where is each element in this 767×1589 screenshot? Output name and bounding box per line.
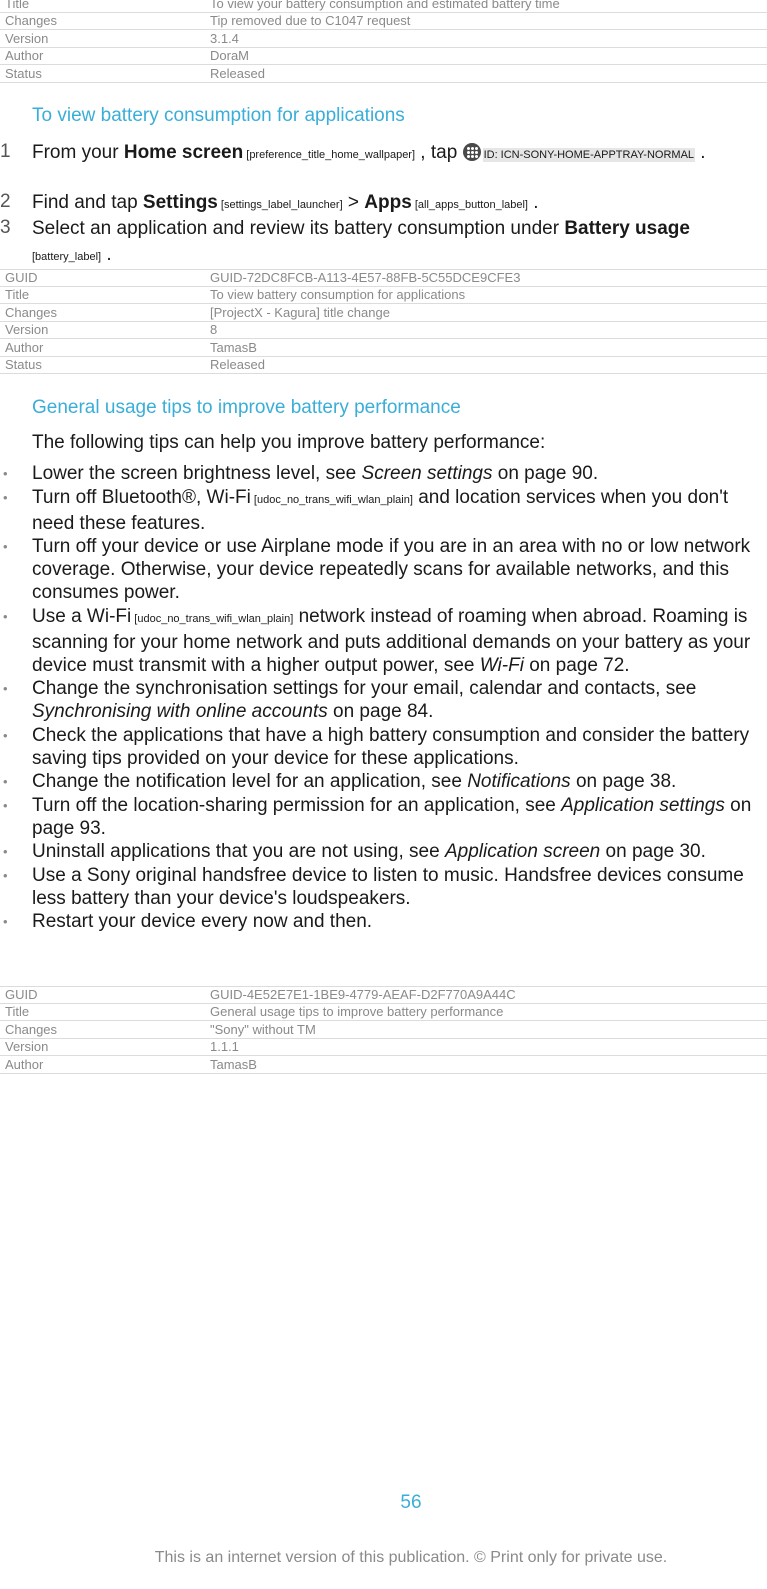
table-row bbox=[0, 269, 767, 287]
table-row bbox=[0, 1004, 767, 1022]
step-text: Find and tap bbox=[32, 192, 143, 213]
string-id-tag: [udoc_no_trans_wifi_wlan_plain] bbox=[250, 493, 413, 506]
table-row bbox=[0, 48, 767, 66]
bullet-marker: • bbox=[3, 608, 8, 624]
apps-label: Apps bbox=[364, 192, 412, 213]
cross-reference-link[interactable]: Notifications bbox=[467, 771, 571, 792]
step-1 bbox=[32, 140, 762, 168]
table-row bbox=[0, 304, 767, 322]
metadata-table-3 bbox=[0, 986, 767, 1074]
section-heading-battery-consumption: To view battery consumption for applications bbox=[32, 105, 405, 126]
string-id-tag: [battery_label] bbox=[32, 251, 102, 263]
bullet-marker: • bbox=[3, 681, 8, 696]
tips-list bbox=[0, 462, 767, 934]
app-tray-icon bbox=[463, 143, 481, 161]
table-value: TamasB bbox=[210, 1056, 257, 1072]
list-item bbox=[0, 910, 767, 933]
bullet-marker: • bbox=[3, 867, 8, 883]
tip-text: and location services when you don't need these features. bbox=[32, 486, 729, 534]
tip-text: on page 90. bbox=[492, 463, 599, 484]
table-key: Author bbox=[5, 1056, 44, 1072]
table-key: Version bbox=[5, 1039, 49, 1055]
tip-text: on page 30. bbox=[600, 841, 706, 862]
bullet-marker: • bbox=[3, 466, 8, 481]
table-row bbox=[0, 13, 767, 31]
string-id-tag: [preference_title_home_wallpaper] bbox=[243, 149, 416, 161]
table-key: Title bbox=[5, 0, 30, 12]
table-key: GUID bbox=[5, 270, 38, 286]
tip-text: Change the synchronisation settings for your email, calendar and contacts, see bbox=[32, 678, 697, 699]
table-value: Released bbox=[210, 357, 265, 373]
table-key: Status bbox=[5, 65, 42, 81]
tip-text: Check the applications that have a high battery consumption and consider the battery saving tips provided on your device for these applications. bbox=[32, 724, 750, 769]
list-item bbox=[0, 462, 767, 485]
table-key: Status bbox=[5, 357, 42, 373]
cross-reference-link[interactable]: Wi-Fi bbox=[479, 654, 524, 676]
tip-text: network instead of roaming when abroad. Roaming is scanning for your home network and puts additional demands on your battery as your device must transmit with a higher output power, see bbox=[32, 605, 751, 676]
table-value: TamasB bbox=[210, 339, 257, 355]
table-value: GUID-72DC8FCB-A113-4E57-88FB-5C55DCE9CFE3 bbox=[210, 270, 521, 286]
cross-reference-link[interactable]: Application settings bbox=[561, 794, 725, 816]
table-key: Version bbox=[5, 30, 49, 46]
table-key: Changes bbox=[5, 1021, 58, 1037]
table-value: DoraM bbox=[210, 48, 250, 64]
list-item bbox=[0, 605, 767, 677]
table-key: Changes bbox=[5, 13, 58, 29]
cross-reference-link[interactable]: Synchronising with online accounts bbox=[32, 701, 328, 722]
table-row bbox=[0, 65, 767, 83]
bullet-marker: • bbox=[3, 489, 8, 505]
footer-notice: This is an internet version of this publication. © Print only for private use. bbox=[154, 1549, 668, 1566]
table-value: [ProjectX - Kagura] title change bbox=[210, 304, 390, 320]
table-key: Title bbox=[5, 1004, 30, 1020]
table-value: GUID-4E52E7E1-1BE9-4779-AEAF-D2F770A9A44C bbox=[210, 987, 516, 1003]
list-item bbox=[0, 724, 767, 770]
bullet-marker: • bbox=[3, 914, 8, 929]
tip-text: on page 38. bbox=[570, 771, 677, 792]
table-value: Released bbox=[210, 65, 265, 81]
table-key: Title bbox=[5, 287, 30, 303]
section-heading-usage-tips: General usage tips to improve battery performance bbox=[32, 397, 461, 418]
step-number: 3 bbox=[0, 217, 11, 238]
table-value: "Sony" without TM bbox=[210, 1021, 316, 1037]
settings-label: Settings bbox=[142, 192, 218, 213]
page-number: 56 bbox=[400, 1492, 422, 1513]
table-row bbox=[0, 986, 767, 1004]
table-row bbox=[0, 1021, 767, 1039]
table-value: 1.1.1 bbox=[210, 1039, 239, 1055]
table-row bbox=[0, 357, 767, 375]
string-id-tag: [all_apps_button_label] bbox=[411, 199, 528, 211]
tip-text: on page 93. bbox=[32, 794, 752, 839]
table-row bbox=[0, 30, 767, 48]
bullet-marker: • bbox=[3, 797, 8, 813]
table-row bbox=[0, 1039, 767, 1057]
list-item bbox=[0, 677, 767, 723]
home-screen-label: Home screen bbox=[123, 142, 244, 163]
tip-text: Change the notification level for an application, see bbox=[32, 771, 468, 792]
list-item bbox=[0, 486, 767, 535]
list-item bbox=[0, 794, 767, 840]
table-key: Author bbox=[5, 339, 44, 355]
table-value: Tip removed due to C1047 request bbox=[210, 13, 411, 29]
tip-text: Turn off your device or use Airplane mode if you are in an area with no or low network coverage. Otherwise, your device repeatedly scans for available networks, and this consumes power. bbox=[32, 536, 751, 603]
battery-usage-label: Battery usage bbox=[564, 218, 690, 239]
table-key: GUID bbox=[5, 987, 38, 1003]
metadata-table-1 bbox=[0, 0, 767, 83]
table-row bbox=[0, 1056, 767, 1074]
step-text: Select an application and review its battery consumption under bbox=[32, 218, 565, 239]
cross-reference-link[interactable]: Screen settings bbox=[361, 463, 493, 484]
tip-text: Use a Sony original handsfree device to listen to music. Handsfree devices consume less battery than your device's loudspeakers. bbox=[32, 864, 744, 909]
bullet-marker: • bbox=[3, 727, 8, 743]
table-value: 3.1.4 bbox=[210, 30, 239, 46]
step-number: 2 bbox=[0, 191, 11, 212]
table-row bbox=[0, 287, 767, 305]
tip-text: Restart your device every now and then. bbox=[32, 911, 373, 932]
tip-text: Turn off the location-sharing permission for an application, see bbox=[32, 794, 562, 816]
list-item bbox=[0, 535, 767, 604]
list-item bbox=[0, 770, 767, 793]
step-number: 1 bbox=[0, 141, 11, 162]
table-value: To view battery consumption for applications bbox=[210, 287, 466, 303]
metadata-table-2 bbox=[0, 269, 767, 374]
bullet-marker: • bbox=[3, 844, 8, 859]
intro-paragraph: The following tips can help you improve battery performance: bbox=[32, 432, 546, 453]
tip-text: Lower the screen brightness level, see bbox=[32, 463, 362, 484]
icon-reference-label: ID: ICN-SONY-HOME-APPTRAY-NORMAL bbox=[483, 149, 695, 161]
table-value: General usage tips to improve battery performance bbox=[210, 1004, 504, 1020]
step-text: > bbox=[342, 192, 365, 213]
string-id-tag: [settings_label_launcher] bbox=[217, 199, 343, 211]
bullet-marker: • bbox=[3, 774, 8, 789]
list-item bbox=[0, 864, 767, 910]
table-value: To view your battery consumption and estimated battery time bbox=[210, 0, 560, 12]
step-text: . bbox=[695, 142, 706, 163]
table-row bbox=[0, 339, 767, 357]
tip-text: Use a Wi-Fi bbox=[32, 605, 132, 627]
table-row bbox=[0, 322, 767, 340]
table-key: Changes bbox=[5, 304, 58, 320]
tip-text: Turn off Bluetooth®, Wi-Fi bbox=[32, 486, 251, 508]
step-text: From your bbox=[32, 142, 124, 163]
table-key: Author bbox=[5, 48, 44, 64]
string-id-tag: [udoc_no_trans_wifi_wlan_plain] bbox=[131, 612, 294, 625]
step-text: . bbox=[528, 192, 539, 213]
step-2 bbox=[32, 190, 762, 218]
cross-reference-link[interactable]: Application screen bbox=[444, 841, 601, 862]
step-text: , tap bbox=[415, 142, 463, 163]
tip-text: on page 84. bbox=[327, 701, 434, 722]
tip-text: Uninstall applications that you are not using, see bbox=[32, 841, 445, 862]
table-value: 8 bbox=[210, 322, 218, 338]
step-3 bbox=[32, 216, 762, 270]
bullet-marker: • bbox=[3, 539, 8, 554]
list-item bbox=[0, 840, 767, 863]
tip-text: on page 72. bbox=[523, 654, 630, 676]
table-key: Version bbox=[5, 322, 49, 338]
step-text: . bbox=[101, 244, 112, 265]
table-row bbox=[0, 0, 767, 13]
